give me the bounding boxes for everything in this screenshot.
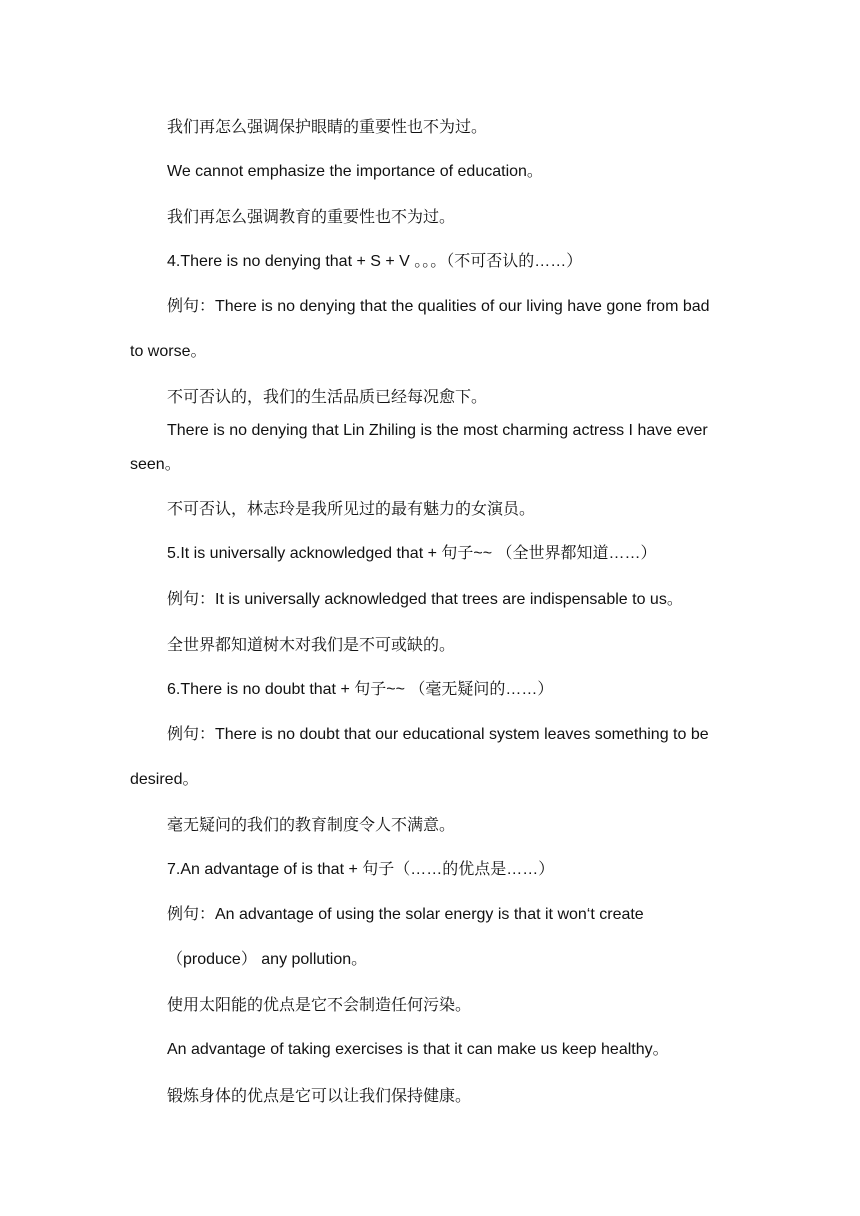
paragraph: 5.It is universally acknowledged that + 句子~~ （全世界都知道……） [167, 545, 657, 562]
paragraph: 例句：It is universally acknowledged that trees are indispensable to us。 [167, 591, 683, 608]
paragraph: 6.There is no doubt that + 句子~~ （毫无疑问的……） [167, 681, 554, 698]
paragraph: to worse。 [130, 343, 207, 360]
paragraph: 例句：There is no denying that the qualities of our living have gone from bad [167, 298, 710, 315]
paragraph: 不可否认的，我们的生活品质已经每况愈下。 [167, 387, 488, 406]
paragraph: 不可否认，林志玲是我所见过的最有魅力的女演员。 [167, 499, 536, 518]
paragraph: 我们再怎么强调教育的重要性也不为过。 [167, 207, 456, 226]
paragraph: 7.An advantage of is that + 句子（……的优点是……） [167, 861, 555, 878]
paragraph: 4.There is no denying that + S + V 。。。（不可否认的……） [167, 253, 583, 270]
paragraph: An advantage of taking exercises is that it can make us keep healthy。 [167, 1041, 669, 1058]
paragraph: desired。 [130, 771, 199, 788]
paragraph: 我们再怎么强调保护眼睛的重要性也不为过。 [167, 117, 488, 136]
paragraph: 使用太阳能的优点是它不会制造任何污染。 [167, 995, 472, 1014]
paragraph: We cannot emphasize the importance of education。 [167, 163, 543, 180]
paragraph: 毫无疑问的我们的教育制度令人不满意。 [167, 815, 456, 834]
paragraph: There is no denying that Lin Zhiling is the most charming actress I have ever [167, 422, 708, 439]
paragraph: 全世界都知道树木对我们是不可或缺的。 [167, 635, 456, 654]
paragraph: 例句：An advantage of using the solar energy is that it won‘t create [167, 906, 644, 923]
paragraph: seen。 [130, 456, 181, 473]
paragraph: 锻炼身体的优点是它可以让我们保持健康。 [167, 1086, 472, 1105]
paragraph: （produce） any pollution。 [167, 951, 368, 968]
paragraph: 例句：There is no doubt that our educational system leaves something to be [167, 726, 709, 743]
